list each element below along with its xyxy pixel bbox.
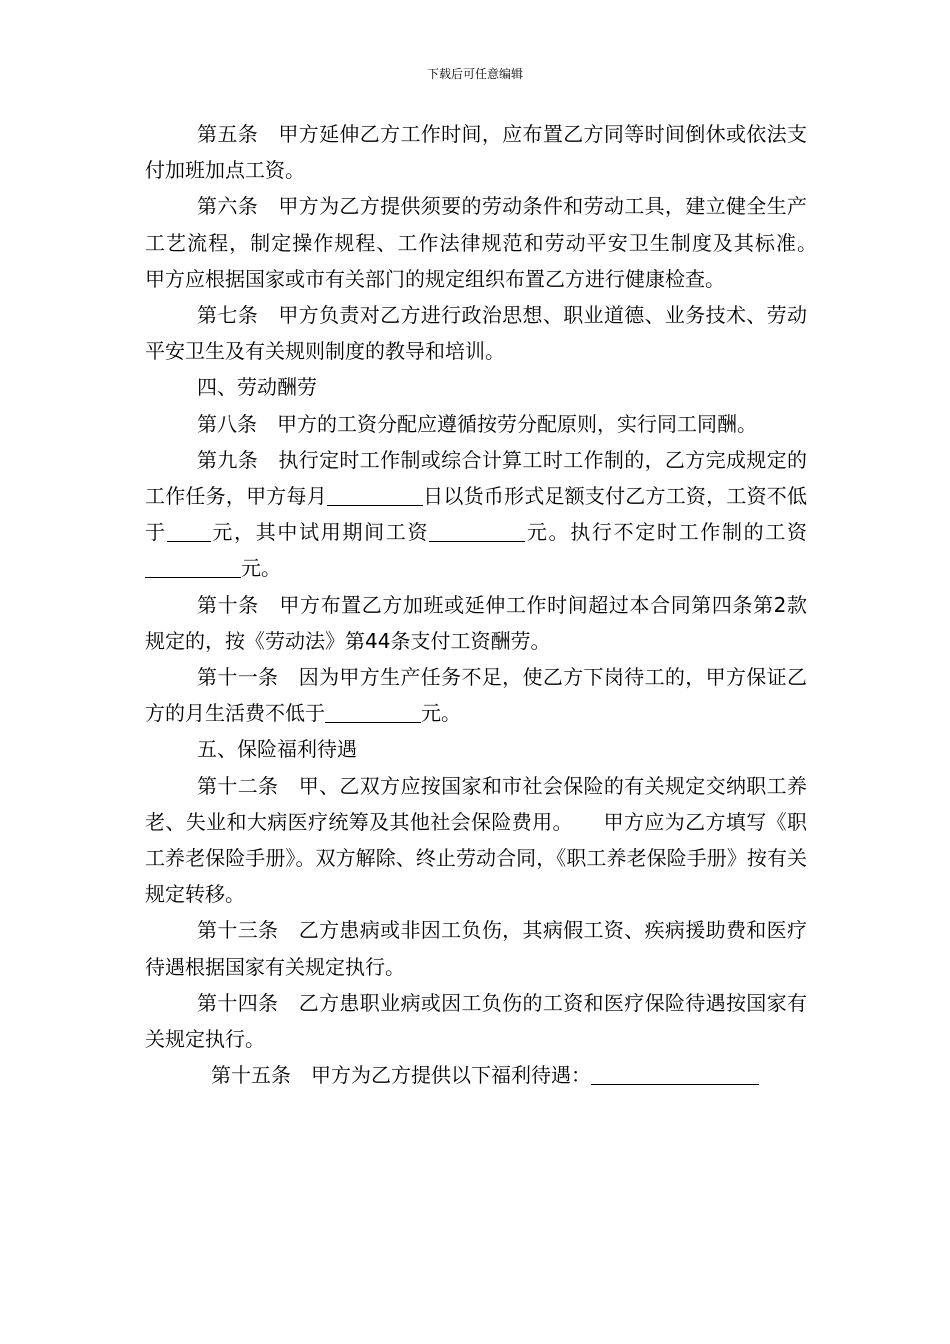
article-11-text-2: 元。 bbox=[421, 701, 461, 726]
article-11-text-1: 第十一条 因为甲方生产任务不足，使乙方下岗待工的，甲方保证乙方的月生活费不低于 bbox=[145, 665, 807, 726]
flexible-wage-blank[interactable] bbox=[145, 553, 241, 578]
payday-blank[interactable] bbox=[327, 481, 423, 506]
article-7: 第七条 甲方负责对乙方进行政治思想、职业道德、业务技术、劳动平安卫生及有关规则制度的教导和培训。 bbox=[145, 303, 807, 364]
article-5: 第五条 甲方延伸乙方工作时间，应布置乙方同等时间倒休或依法支付加班加点工资。 bbox=[145, 122, 807, 183]
article-15-text-1: 第十五条 甲方为乙方提供以下福利待遇： bbox=[211, 1063, 591, 1088]
probation-wage-blank[interactable] bbox=[429, 517, 525, 542]
article-9 bbox=[145, 442, 807, 587]
article-12: 第十二条 甲、乙双方应按国家和市社会保险的有关规定交纳职工养老、失业和大病医疗统筹及其他社会保险费用。 甲方应为乙方填写《职工养老保险手册》。双方解除、终止劳动合同，《职工养老保险手册》按有关规定转移。 bbox=[145, 773, 807, 907]
article-9-text-4: 元。执行不定时工作制的工资 bbox=[525, 520, 808, 545]
article-14: 第十四条 乙方患职业病或因工负伤的工资和医疗保险待遇按国家有关规定执行。 bbox=[145, 990, 807, 1052]
article-11 bbox=[145, 659, 807, 731]
page-header: 下载后可任意编辑 bbox=[426, 67, 523, 81]
living-allowance-blank[interactable] bbox=[325, 698, 421, 723]
article-10: 第十条 甲方布置乙方加班或延伸工作时间超过本合同第四条第2款规定的，按《劳动法》第44条支付工资酬劳。 bbox=[145, 592, 807, 653]
article-6: 第六条 甲方为乙方提供须要的劳动条件和劳动工具，建立健全生产工艺流程，制定操作规程、工作法律规范和劳动平安卫生制度及其标准。 甲方应根据国家或市有关部门的规定组织布置乙方进行健康检查。 bbox=[145, 194, 847, 291]
article-13: 第十三条 乙方患病或非因工负伤，其病假工资、疾病援助费和医疗待遇根据国家有关规定执行。 bbox=[145, 918, 807, 979]
article-9-text-3: 元，其中试用期间工资 bbox=[210, 520, 430, 545]
section-heading-5: 五、保险福利待遇 bbox=[197, 737, 357, 762]
benefits-blank[interactable] bbox=[591, 1060, 759, 1085]
article-9-text-1: 第九条 执行定时工作制或综合计算工时工作制的，乙方完成规定的工作任务，甲方每月 bbox=[145, 447, 807, 509]
min-wage-blank[interactable] bbox=[167, 517, 211, 542]
article-9-text-2: 日以货币形式足额支付乙方工资，工资不低于 bbox=[145, 484, 808, 545]
article-9-text-5: 元。 bbox=[241, 556, 281, 581]
document-body bbox=[145, 116, 847, 1093]
article-15 bbox=[145, 1057, 807, 1093]
article-8: 第八条 甲方的工资分配应遵循按劳分配原则，实行同工同酬。 bbox=[197, 411, 757, 436]
section-heading-4: 四、劳动酬劳 bbox=[197, 375, 317, 400]
